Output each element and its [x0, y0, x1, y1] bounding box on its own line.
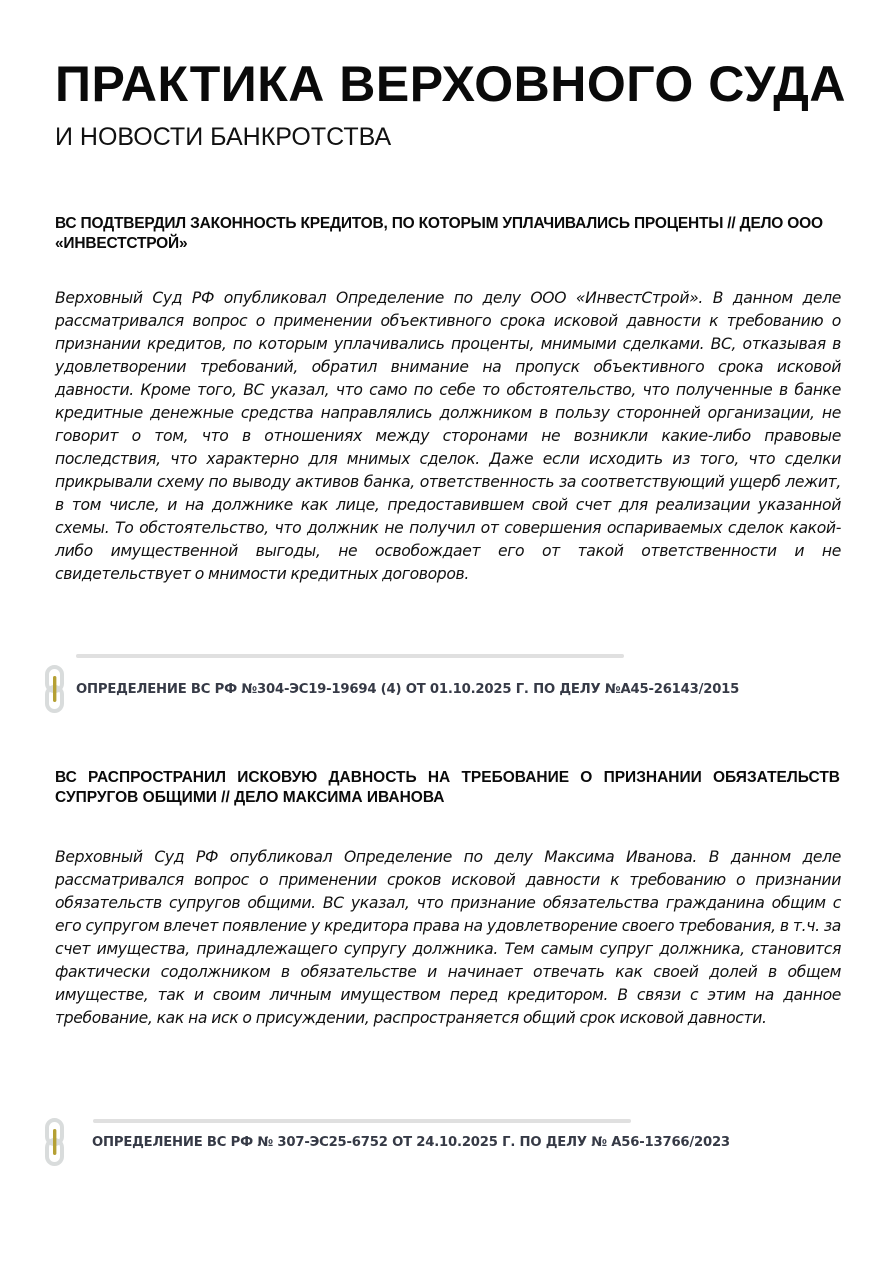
case-reference[interactable]	[44, 1117, 730, 1167]
article-body: Верховный Суд РФ опубликовал Определение по делу ООО «ИнвестСтрой». В данном деле рассматривался вопрос о применении объективного срока исковой давности к требованию о признании кредитов, по которым уплачивались проценты, мнимыми сделками. ВС, отказывая в удовлетворении требований, обратил внимание на пропуск объективного срока исковой давности. Кроме того, ВС указал, что само по себе то обстоятельство, что полученные в банке кредитные денежные средства направлялись должником в пользу сторонней организации, не говорит о том, что в отношениях между сторонами не возникли какие-либо правовые последствия, что характерно для мнимых сделок. Даже если исходить из того, что сделки прикрывали схему по выводу активов банка, ответственность за соответствующий ущерб лежит, в том числе, и на должнике как лице, предоставившем свой счет для реализации указанной схемы. То обстоятельство, что должник не получил от совершения оспариваемых сделок какой-либо имущественной выгоды, не освобождает его от такой ответственности и не свидетельствует о мнимости кредитных договоров.	[55, 289, 841, 583]
article-heading: ВС ПОДТВЕРДИЛ ЗАКОННОСТЬ КРЕДИТОВ, ПО КОТОРЫМ УПЛАЧИВАЛИСЬ ПРОЦЕНТЫ // ДЕЛО ООО «ИНВЕСТСТРОЙ»	[55, 215, 823, 252]
page-subtitle: И НОВОСТИ БАНКРОТСТВА	[55, 123, 392, 151]
article-body: Верховный Суд РФ опубликовал Определение по делу Максима Иванова. В данном деле рассматривался вопрос о применении сроков исковой давности к требованию о признании обязательств супругов общими. ВС указал, что признание обязательства гражданина общим с его супругом влечет появление у кредитора права на удовлетворение своего требования, в т.ч. за счет имущества, принадлежащего супругу должника. Тем самым супруг должника, становится фактически содолжником в обязательстве и начинает отвечать как своей долей в общем имуществе, так и своим личным имуществом перед кредитором. В связи с этим на данное требование, как на иск о присуждении, распространяется общий срок исковой давности.	[55, 848, 841, 1027]
page-title: ПРАКТИКА ВЕРХОВНОГО СУДА	[55, 56, 846, 112]
case-reference[interactable]	[44, 664, 739, 714]
reference-link[interactable]: ОПРЕДЕЛЕНИЕ ВС РФ №304-ЭС19-19694 (4) ОТ 01.10.2025 Г. ПО ДЕЛУ №А45-26143/2015	[76, 681, 740, 697]
reference-link[interactable]: ОПРЕДЕЛЕНИЕ ВС РФ № 307-ЭС25-6752 ОТ 24.10.2025 Г. ПО ДЕЛУ № А56-13766/2023	[92, 1134, 730, 1150]
article-heading: ВС РАСПРОСТРАНИЛ ИСКОВУЮ ДАВНОСТЬ НА ТРЕБОВАНИЕ О ПРИЗНАНИИ ОБЯЗАТЕЛЬСТВ СУПРУГОВ ОБЩИМИ // ДЕЛО МАКСИМА ИВАНОВА	[55, 769, 840, 806]
link-icon	[44, 664, 68, 714]
link-icon	[44, 1117, 68, 1167]
reference-divider	[76, 654, 624, 658]
